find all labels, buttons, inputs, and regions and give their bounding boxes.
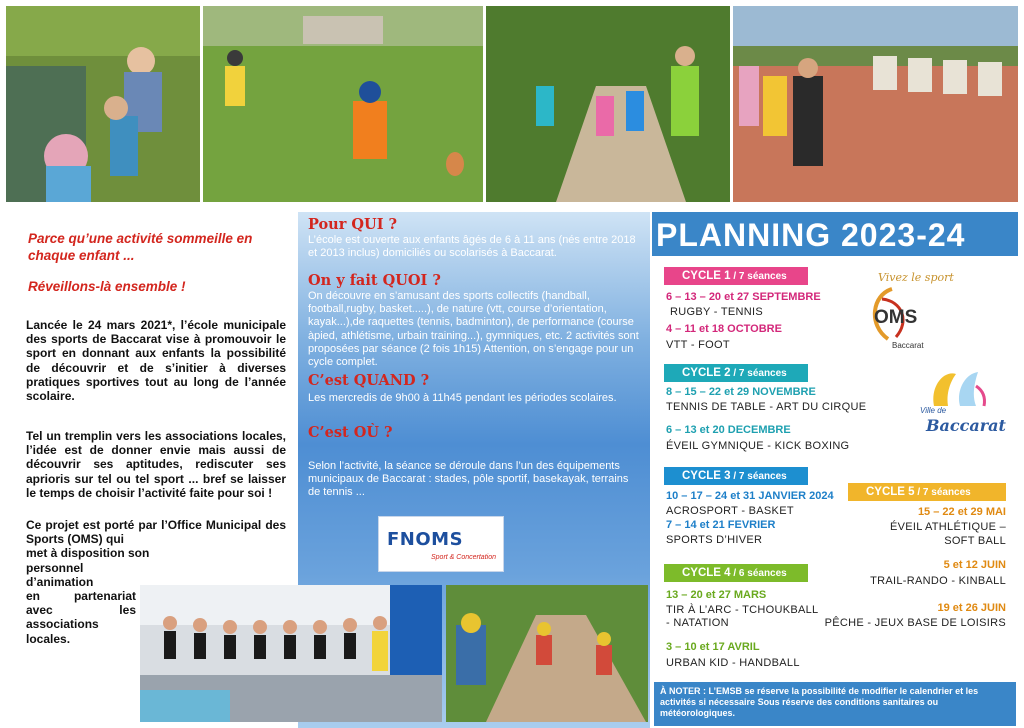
cycle-4-activity-1: TIR À L’ARC - TCHOUKBALL <box>666 604 819 616</box>
cycle-3-activity-1: ACROSPORT - BASKET <box>666 505 794 517</box>
planning-column <box>652 212 1018 728</box>
para3-line-4: en partenariat <box>26 589 136 604</box>
cycle-5-activity-1b: SOFT BALL <box>944 535 1006 547</box>
intro-paragraph-1: Lancée le 24 mars 2021*, l’école municipale des sports de Baccarat vise à promouvoir le sport en donnant aux enfants la possibilité de découvrir et de s’initier à diverses pratiques sportives tout au long de l’année scolaire. <box>26 318 286 404</box>
photo-fishing <box>6 6 200 202</box>
cycle-2-date-2: 6 – 13 et 20 DECEMBRE <box>666 424 791 436</box>
fnoms-sub: Sport & Concertation <box>431 554 496 561</box>
cycle-3-sessions: / 7 séances <box>730 471 787 482</box>
oms-logo <box>852 267 962 362</box>
fnoms-logo <box>378 516 504 572</box>
cycle-1-date-1: 6 – 13 – 20 et 27 SEPTEMBRE <box>666 291 821 303</box>
cycle-1-activity-2: VTT - FOOT <box>666 339 730 351</box>
baccarat-crystal-icon <box>926 366 996 410</box>
planning-note: À NOTER : L’EMSB se réserve la possibilité de modifier le calendrier et les activités si nécessaire Sous réserve des conditions sanitaires ou météorologiques. <box>654 682 1016 726</box>
oms-name: OMS <box>874 307 918 328</box>
baccarat-logo <box>912 362 1012 457</box>
ou-title: C’est OÙ ? <box>308 424 393 441</box>
cycle-2-activity-1: TENNIS DE TABLE - ART DU CIRQUE <box>666 401 867 413</box>
para3-line-2: met à disposition son <box>26 546 150 561</box>
cycle-2-sessions: / 7 séances <box>730 368 787 379</box>
photo-urban-kids <box>446 585 648 722</box>
pour-qui-text: L’école est ouverte aux enfants âgés de 6 à 11 ans (nés entre 2018 et 2013 inclus) domiciliés ou scolarisés à Baccarat. <box>308 234 636 260</box>
cycle-5-sessions: / 7 séances <box>914 487 971 498</box>
cycle-1-date-2: 4 – 11 et 18 OCTOBRE <box>666 323 782 335</box>
cycle-1-sessions: / 7 séances <box>730 271 787 282</box>
photo-archery <box>733 6 1018 202</box>
cycle-3-activity-2: SPORTS D’HIVER <box>666 534 763 546</box>
planning-title: PLANNING 2023-24 <box>652 212 1018 256</box>
cycle-5-label: CYCLE 5 <box>866 486 915 498</box>
fnoms-brand: FNOMS <box>387 529 464 550</box>
ville-name: Baccarat <box>926 416 1006 435</box>
cycle-4-activity-2: URBAN KID - HANDBALL <box>666 657 800 669</box>
cycle-5-activity-2: TRAIL-RANDO - KINBALL <box>870 575 1006 587</box>
cycle-2-activity-2: ÉVEIL GYMNIQUE - KICK BOXING <box>666 440 850 452</box>
para3-line-3: personnel d’animation <box>26 560 94 589</box>
para3-line-7: locales. <box>26 631 71 646</box>
cycle-4-badge <box>664 564 808 582</box>
cycle-5-date-3: 19 et 26 JUIN <box>937 602 1006 614</box>
oms-city: Baccarat <box>892 341 924 350</box>
para3-line-6: associations <box>26 617 99 632</box>
cycle-3-date-2: 7 – 14 et 21 FEVRIER <box>666 519 776 531</box>
cycle-5-activity-3: PÊCHE - JEUX BASE DE LOISIRS <box>824 617 1006 629</box>
intro-paragraph-2: Tel un tremplin vers les associations locales, l’idée est de donner envie mais aussi de découvrir ses aptitudes, rediscuter ses aprioris sur tel ou tel sport ... bref se laisser le temps de choisir l’activité faite pour soi ! <box>26 429 286 500</box>
photo-rugby <box>203 6 483 202</box>
cycle-4-date-2: 3 – 10 et 17 AVRIL <box>666 641 760 653</box>
quand-title: C’est QUAND ? <box>308 372 430 389</box>
cycle-1-badge <box>664 267 808 285</box>
tagline-2: Réveillons-là ensemble ! <box>28 279 186 294</box>
cycle-4-sessions: / 6 séances <box>730 568 787 579</box>
quoi-text: On découvre en s’amusant des sports collectifs (handball, football,rugby, basket.....), de nature (vtt, course d’orientation, kayak...),de raquettes (tennis, badminton), de performance (course àpied, athlétisme, urbain training...), gymniques, etc. 2 activités sont proposées par séance (2 fois 1h15) Attention, on s’engage pour un cycle complet. <box>308 290 639 369</box>
ville-label: Ville de <box>920 406 947 415</box>
cycle-4-label: CYCLE 4 <box>682 567 731 579</box>
cycle-5-activity-1: ÉVEIL ATHLÉTIQUE – <box>889 521 1006 533</box>
quand-text: Les mercredis de 9h00 à 11h45 pendant les périodes scolaires. <box>308 392 617 404</box>
cycle-1-label: CYCLE 1 <box>682 270 731 282</box>
oms-slogan: Vivez le sport <box>878 271 954 284</box>
cycle-3-label: CYCLE 3 <box>682 470 731 482</box>
cycle-3-date-1: 10 – 17 – 24 et 31 JANVIER 2024 <box>666 490 834 502</box>
cycle-2-label: CYCLE 2 <box>682 367 731 379</box>
tagline-1: Parce qu’une activité sommeille en chaque enfant ... <box>28 231 253 263</box>
para3-line-1: Ce projet est porté par l’Office Municipal des Sports (OMS) qui <box>26 518 286 547</box>
photo-swimming-group <box>140 585 442 722</box>
cycle-5-date-1: 15 – 22 et 29 MAI <box>917 506 1006 518</box>
cycle-4-date-1: 13 – 20 et 27 MARS <box>666 589 767 601</box>
photo-hiking <box>486 6 730 202</box>
cycle-4-activity-1b: - NATATION <box>666 617 729 629</box>
para3-line-5: avec les <box>26 603 136 618</box>
cycle-5-badge <box>848 483 1006 501</box>
cycle-2-date-1: 8 – 15 – 22 et 29 NOVEMBRE <box>666 386 816 398</box>
cycle-2-badge <box>664 364 808 382</box>
pour-qui-title: Pour QUI ? <box>308 216 398 233</box>
cycle-1-activity-1: RUGBY - TENNIS <box>670 306 764 318</box>
ou-text: Selon l’activité, la séance se déroule dans l’un des équipements municipaux de Baccarat : stades, pôle sportif, basekayak, terrains de tennis ... <box>308 460 629 499</box>
quoi-title: On y fait QUOI ? <box>308 272 441 289</box>
cycle-3-badge <box>664 467 808 485</box>
cycle-5-date-2: 5 et 12 JUIN <box>943 559 1006 571</box>
